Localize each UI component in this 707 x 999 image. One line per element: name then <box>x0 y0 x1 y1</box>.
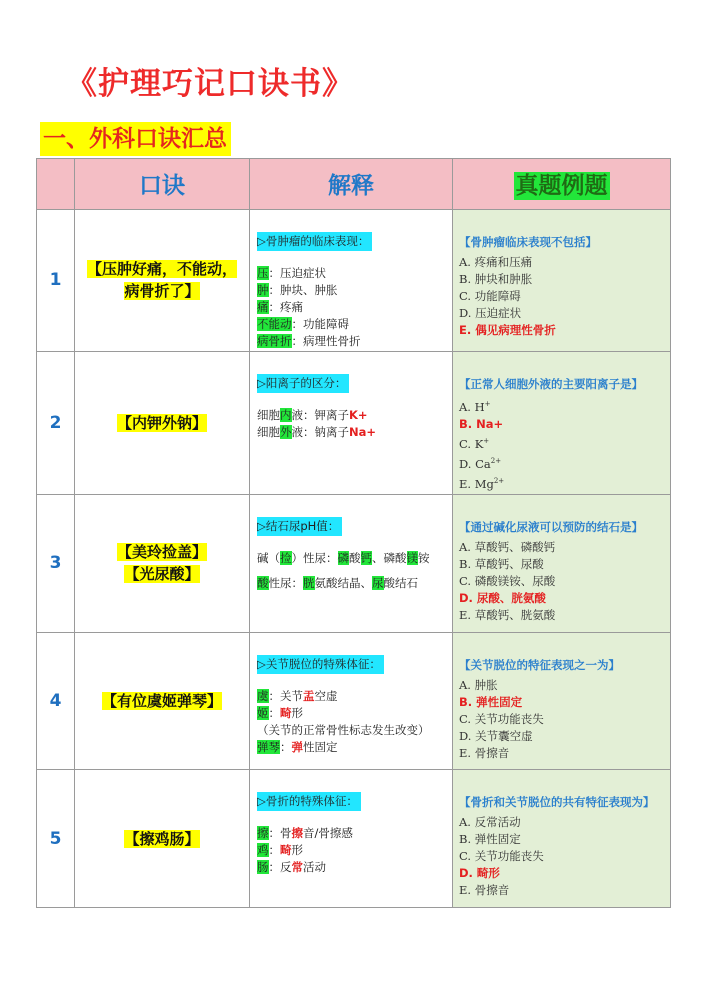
table-row <box>37 770 671 908</box>
exam-question-cell: 【关节脱位的特征表现之一为】 A. 肿胀 B. 弹性固定 C. 关节功能丧失 D. 关节囊空虚 E. 骨擦音 <box>453 632 671 770</box>
explanation-cell: ▷骨肿瘤的临床表现： 压：压迫症状 肿：肿块、肿胀 痛：疼痛 不能动：功能障碍 病骨折：病理性骨折 <box>250 209 453 352</box>
table-row <box>37 352 671 495</box>
exam-question-cell: 【骨折和关节脱位的共有特征表现为】 A. 反常活动 B. 弹性固定 C. 关节功能丧失 D. 畸形 E. 骨擦音 <box>453 770 671 908</box>
table-row <box>37 632 671 770</box>
row-number: 1 <box>37 209 75 352</box>
explanation-cell: ▷关节脱位的特殊体征： 虞：关节盂空虚 姬：畸形 （关节的正常骨性标志发生改变） 弹琴：弹性固定 <box>250 632 453 770</box>
header-exam: 真题例题 <box>453 159 671 210</box>
row-number: 5 <box>37 770 75 908</box>
section-title: 一、外科口诀汇总 <box>40 122 231 156</box>
explanation-cell: ▷结石尿pH值： 碱（捡）性尿：磷酸钙、磷酸镁铵 酸性尿：胱氨酸结晶、尿酸结石 <box>250 495 453 633</box>
table-row <box>37 495 671 633</box>
exam-question-cell: 【通过碱化尿液可以预防的结石是】 A. 草酸钙、磷酸钙 B. 草酸钙、尿酸 C. 磷酸镁铵、尿酸 D. 尿酸、胱氨酸 E. 草酸钙、胱氨酸 <box>453 495 671 633</box>
mnemonic-cell: 【擦鸡肠】 <box>75 770 250 908</box>
header-mnemonic: 口诀 <box>75 159 250 210</box>
mnemonic-cell: 【美玲捡盖】 【光尿酸】 <box>75 495 250 633</box>
mnemonic-cell: 【有位虞姬弹琴】 <box>75 632 250 770</box>
explanation-cell: ▷骨折的特殊体征： 擦：骨擦音/骨擦感 鸡：畸形 肠：反常活动 <box>250 770 453 908</box>
mnemonic-cell: 【压肿好痛，不能动， 病骨折了】 <box>75 209 250 352</box>
exam-question-cell: 【正常人细胞外液的主要阳离子是】 A. H+ B. Na+ C. K+ D. $Ca^{2+}$ E. $Mg^{2+}$ <box>453 352 671 495</box>
row-number: 2 <box>37 352 75 495</box>
table-row <box>37 209 671 352</box>
mnemonic-table <box>36 158 671 908</box>
row-number: 3 <box>37 495 75 633</box>
exam-question-cell: 【骨肿瘤临床表现不包括】 A. 疼痛和压痛 B. 肿块和肿胀 C. 功能障碍 D. 压迫症状 E. 偶见病理性骨折 <box>453 209 671 352</box>
header-explanation: 解释 <box>250 159 453 210</box>
row-number: 4 <box>37 632 75 770</box>
table-header-row <box>37 159 671 210</box>
header-blank <box>37 159 75 210</box>
mnemonic-cell: 【内钾外钠】 <box>75 352 250 495</box>
explanation-cell: ▷阳离子的区分： 细胞内液：钾离子K+ 细胞外液：钠离子Na+ <box>250 352 453 495</box>
document-title: 《护理巧记口诀书》 <box>66 66 354 102</box>
